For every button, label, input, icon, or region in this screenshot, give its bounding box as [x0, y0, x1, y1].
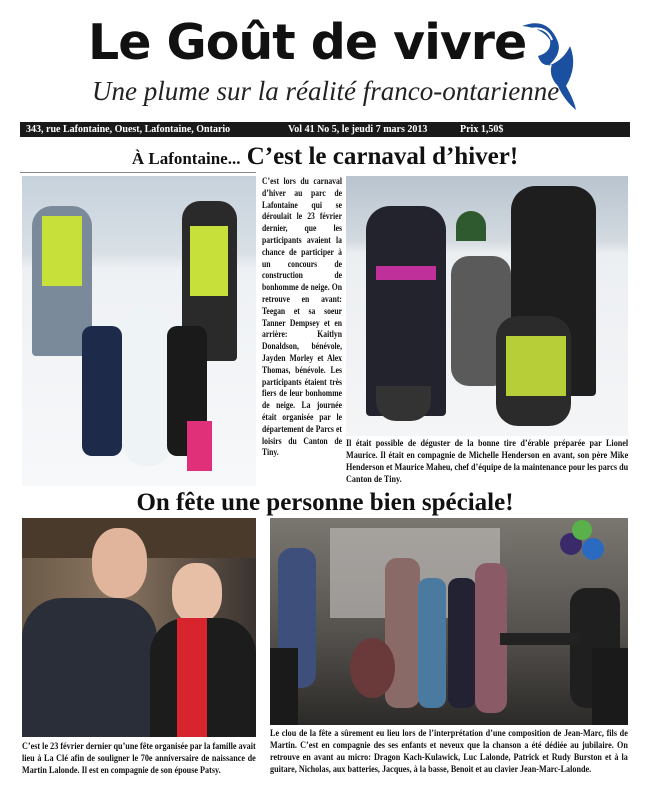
info-bar: [20, 122, 630, 137]
photo4-caption: Le clou de la fête a sûrement eu lieu lors de l’interprétation d’une composition de Jean-Marc, fils de Martin. C’est en compagnie des ses enfants et neveux que la chanson a été dédiée au jubilaire. On retrouve en avant au micro: Dragon Kach-Kulawick, Luc Lalonde, Patrick et Rudy Burston et à la guitare, Nicholas, aux batteries, Jacques, à la basse, Benoit et au clavier Jean-Marc-Lalonde.: [270, 728, 628, 775]
headline-main: C’est le carnaval d’hiver!: [246, 143, 519, 170]
photo-couple: [22, 518, 256, 737]
address: 343, rue Lafontaine, Ouest, Lafontaine, Ontario: [26, 124, 231, 135]
photo-maple-taffy: [346, 176, 628, 436]
masthead-title: Le Goût de vivre: [88, 14, 527, 71]
headline-1: [0, 143, 650, 171]
issue-info: Vol 41 No 5, le jeudi 7 mars 2013: [288, 124, 428, 135]
photo-band: [270, 518, 628, 725]
headline-2: On fête une personne bien spéciale!: [136, 489, 514, 516]
photo-snowman: [22, 176, 256, 486]
photo3-caption: C’est le 23 février dernier qu’une fête organisée par la famille avait lieu à La Clé afin de souligner le 70e anniversaire de naissance de Martin Lalonde. Il est en compagnie de son épouse Patsy.: [22, 741, 256, 776]
headline-kicker: À Lafontaine...: [131, 149, 241, 168]
divider: [20, 172, 256, 173]
photo2-caption: Il était possible de déguster de la bonne tire d’érable préparée par Lionel Maurice. Il était en compagnie de Michelle Henderson en avant, son père Mike Henderson et Maurice Maheu, chef d’équipe de la maintenance pour les parcs du Canton de Tiny.: [346, 438, 629, 485]
story1-body: C’est lors du carnaval d’hiver au parc de Lafontaine qui se déroulait le 23 février dernier, que les participants avaient la chance de participer à un concours de construction de bonhomme de neige. On retrouve en avant: Teegan et sa soeur Tanner Dempsey et en arrière: Kaitlyn Donaldson, bénévole, Jayden Morley et Alex Thomas, bénévole. Les participants étaient très fiers de leur bonhomme de neige. La journée était organisée par le département de Parcs et loisirs du Canton de Tiny.: [262, 176, 342, 459]
price: Prix 1,50$: [460, 124, 504, 135]
bird-logo-icon: [518, 16, 584, 112]
masthead-subtitle: Une plume sur la réalité franco-ontarienne: [92, 76, 560, 106]
